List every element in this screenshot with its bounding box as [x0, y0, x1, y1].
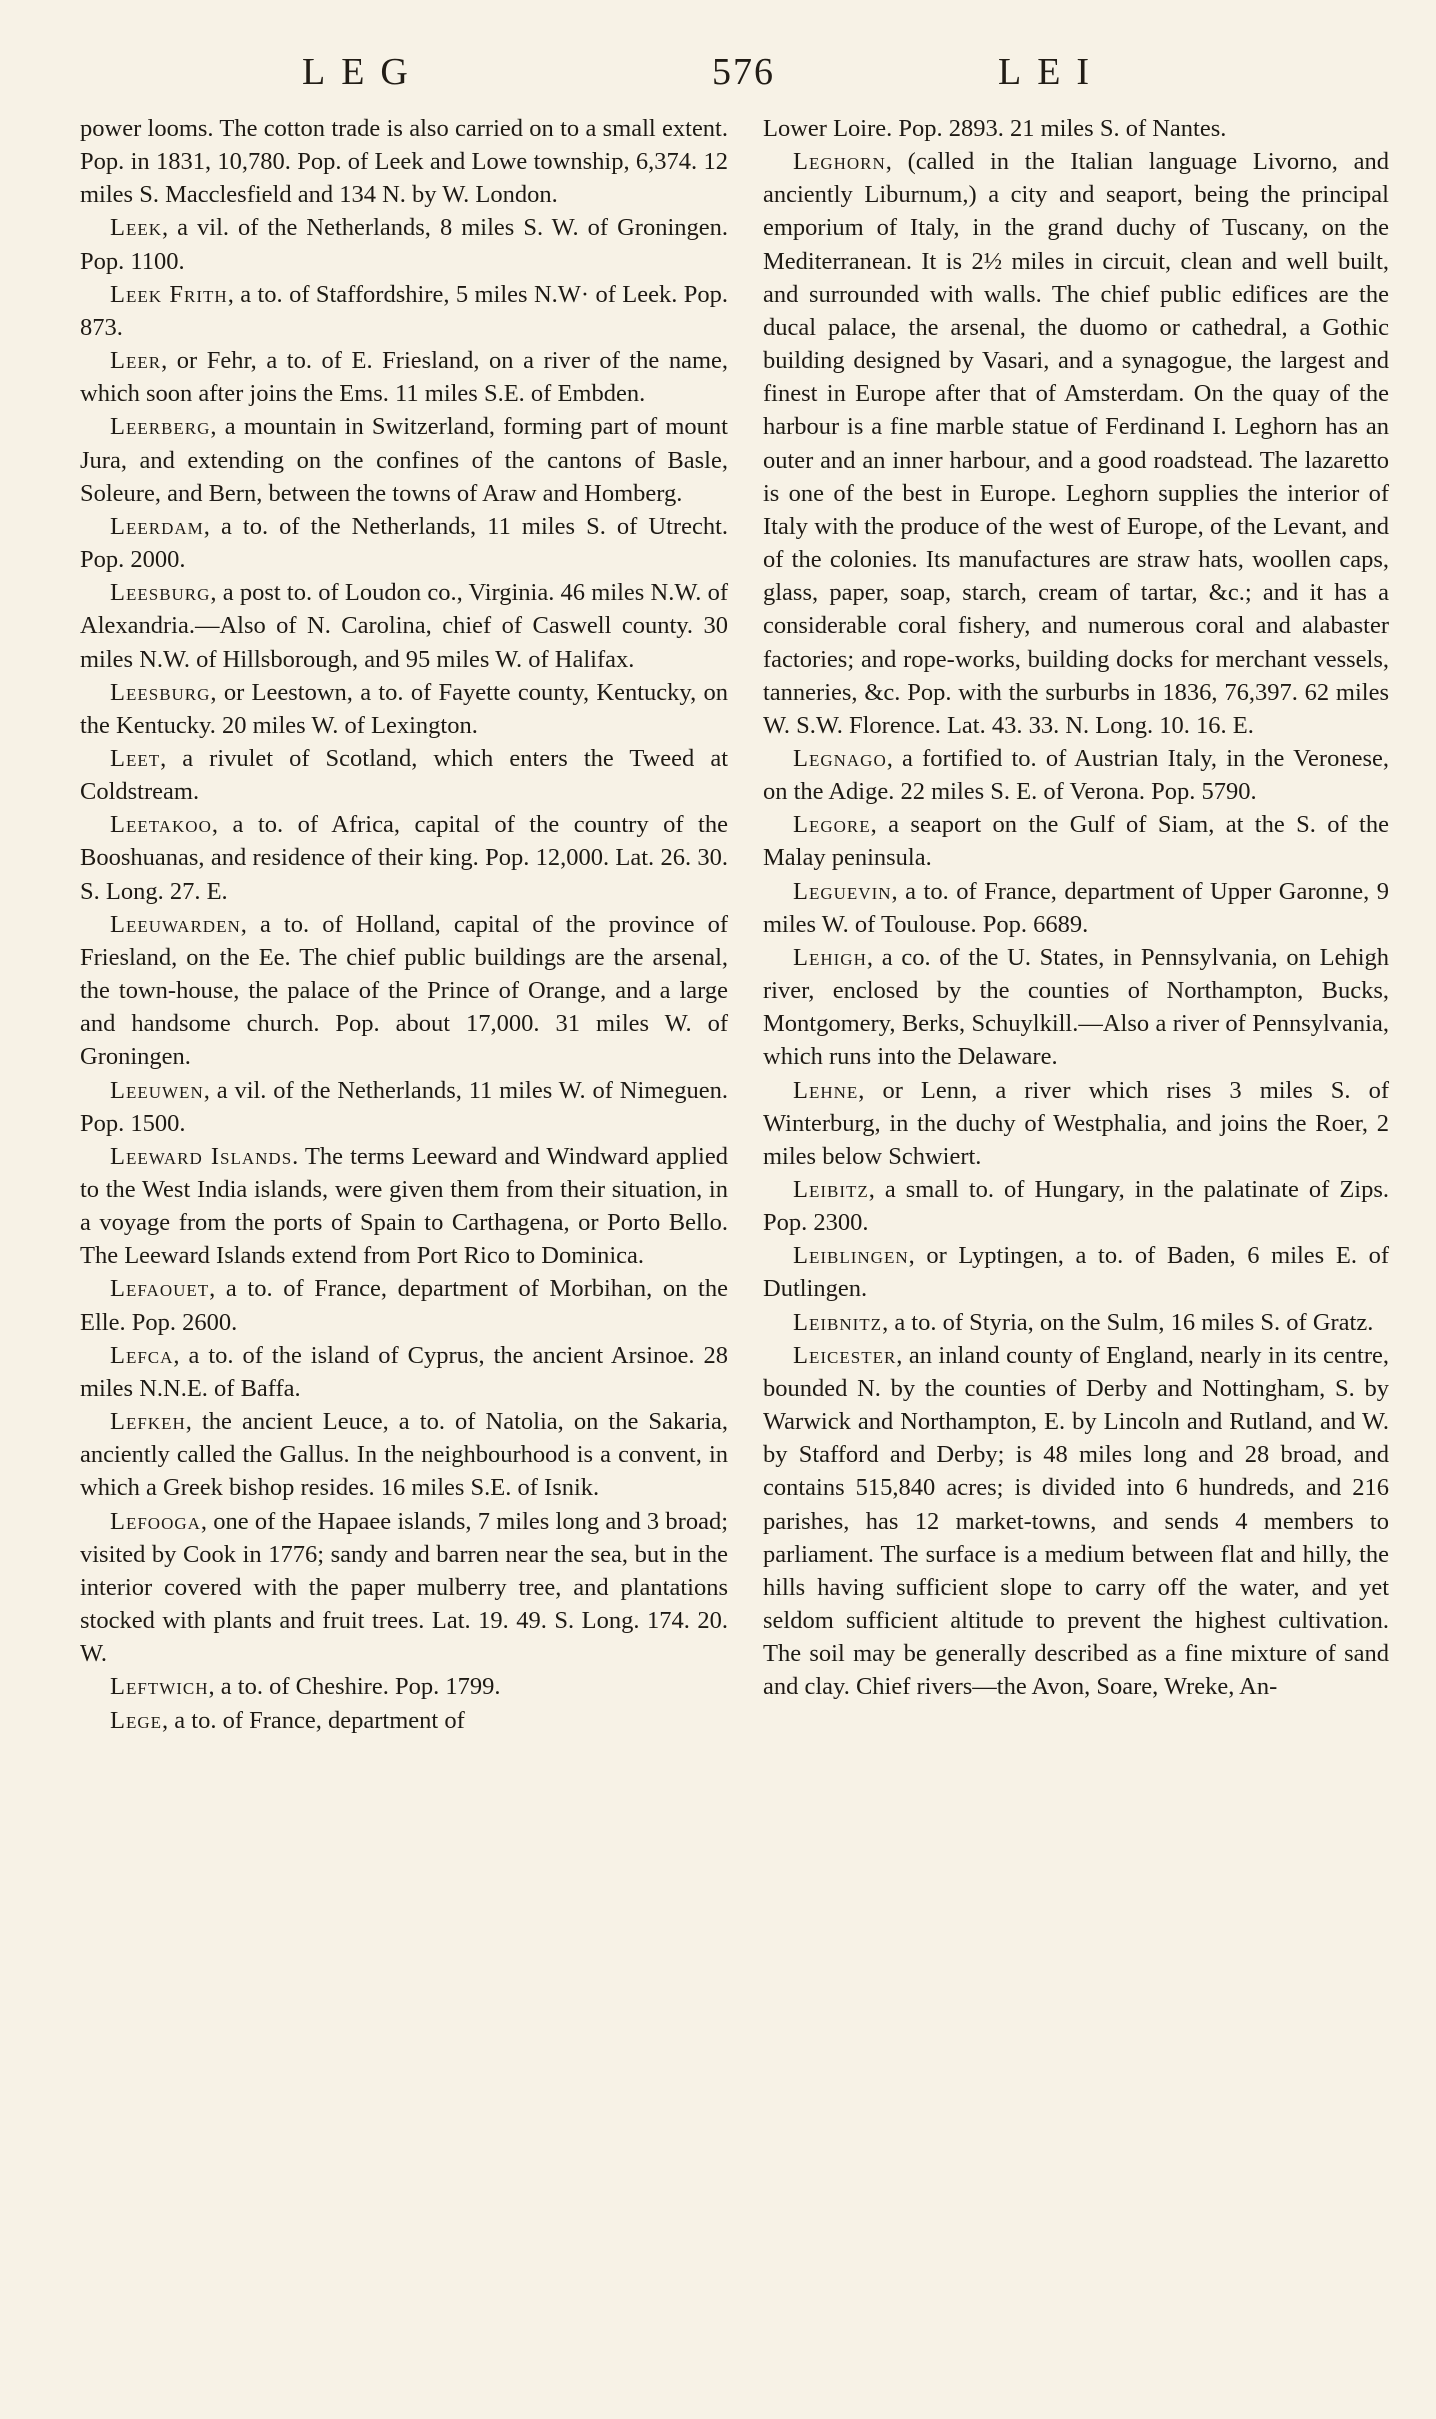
entry-headword: Leibitz	[793, 1176, 869, 1203]
entry-headword: Leet	[110, 744, 161, 772]
entry-text: , a co. of the U. States, in Pennsylvania, on Lehigh river, enclosed by the counties of Northampton, Bucks, Montgomery, Berks, Schuylkill.—Also a river of Pennsylvania, which runs into the Delaware.	[763, 943, 1389, 1071]
entry-headword: Leeward Islands	[110, 1142, 293, 1170]
entry-headword: Lefooga	[110, 1507, 201, 1535]
gazetteer-entry	[80, 742, 728, 808]
gazetteer-entry	[763, 941, 1389, 1074]
entry-text: power looms. The cotton trade is also carried on to a small extent. Pop. in 1831, 10,780. Pop. of Leek and Lowe township, 6,374. 12 miles S. Macclesfield and 134 N. by W. London.	[80, 115, 728, 209]
gazetteer-entry	[763, 875, 1389, 941]
entry-headword: Leguevin	[793, 877, 892, 905]
entry-headword: Lefkeh	[110, 1408, 186, 1436]
entry-continuation	[80, 112, 728, 211]
header-right-guideword: LEI	[998, 51, 1106, 93]
gazetteer-entry	[80, 1074, 728, 1140]
gazetteer-entry	[80, 1704, 728, 1737]
gazetteer-entry	[80, 1670, 728, 1703]
gazetteer-entry	[80, 1339, 728, 1405]
page-number: 576	[712, 51, 775, 93]
entry-text: , an inland county of England, nearly in its centre, bounded N. by the counties of Derby and Nottingham, S. by Warwick and Northampton, E. by Lincoln and Rutland, and W. by Stafford and Derby; is 48 miles long and 28 broad, and contains 515,840 acres; is divided into 6 hundreds, and 216 parishes, has 12 market-towns, and sends 4 members to parliament. The surface is a medium between flat and hilly, the hills having sufficient slope to carry off the water, and yet seldom sufficient altitude to prevent the highest cultivation. The soil may be generally described as a fine mixture of sand and clay. Chief rivers—the Avon, Soare, Wreke, An-	[763, 1341, 1389, 1701]
entry-text: , one of the Hapaee islands, 7 miles long and 3 broad; visited by Cook in 1776; sandy and barren near the sea, but in the interior covered with the paper mulberry tree, and plantations stocked with plants and fruit trees. Lat. 19. 49. S. Long. 174. 20. W.	[80, 1507, 728, 1668]
entry-headword: Lefaouet	[110, 1275, 210, 1303]
entry-text: , a to. of Africa, capital of the country of the Booshuanas, and residence of their king. Pop. 12,000. Lat. 26. 30. S. Long. 27. E.	[80, 811, 728, 905]
gazetteer-entry	[80, 1140, 728, 1273]
gazetteer-entry	[80, 1272, 728, 1338]
gazetteer-entry	[763, 1173, 1389, 1239]
entry-text: , a to. of the island of Cyprus, the ancient Arsinoe. 28 miles N.N.E. of Baffa.	[80, 1341, 728, 1402]
entry-text: , a rivulet of Scotland, which enters the Tweed at Coldstream.	[80, 744, 728, 806]
entry-headword: Leibnitz	[793, 1308, 883, 1336]
gazetteer-entry	[763, 1339, 1389, 1704]
entry-headword: Leer	[110, 347, 162, 375]
entry-headword: Leicester	[793, 1341, 897, 1369]
entry-headword: Legore	[793, 811, 871, 839]
gazetteer-entry	[80, 1405, 728, 1504]
right-column	[763, 112, 1389, 1704]
entry-text: , (called in the Italian language Livorno, and anciently Liburnum,) a city and seaport, being the principal emporium of Italy, in the grand duchy of Tuscany, on the Mediterranean. It is 2½ miles in circuit, clean and well built, and surrounded with walls. The chief public edifices are the ducal palace, the arsenal, the duomo or cathedral, a Gothic building designed by Vasari, and a synagogue, the largest and finest in Europe after that of Amsterdam. On the quay of the harbour is a fine marble statue of Ferdinand I. Leghorn has an outer and an inner harbour, and a good roadstead. The lazaretto is one of the best in Europe. Leghorn supplies the interior of Italy with the produce of the west of Europe, of the Levant, and of the colonies. Its manufactures are straw hats, woollen caps, glass, paper, soap, starch, cream of tartar, &c.; and it has a considerable coral fishery, and numerous coral and alabaster factories; and rope-works, building docks for merchant vessels, tanneries, &c. Pop. with the surburbs in 1836, 76,397. 62 miles W. S.W. Florence. Lat. 43. 33. N. Long. 10. 16. E.	[763, 148, 1389, 739]
gazetteer-entry	[80, 410, 728, 509]
entry-text: , or Leestown, a to. of Fayette county, Kentucky, on the Kentucky. 20 miles W. of Lexington.	[80, 678, 728, 739]
gazetteer-entry	[80, 211, 728, 277]
entry-headword: Leerdam	[110, 512, 204, 540]
entry-headword: Leerberg	[110, 413, 211, 441]
gazetteer-entry	[80, 344, 728, 410]
entry-text: , a seaport on the Gulf of Siam, at the S. of the Malay peninsula.	[763, 811, 1389, 872]
entry-text: , a fortified to. of Austrian Italy, in the Veronese, on the Adige. 22 miles S. E. of Verona. Pop. 5790.	[763, 744, 1389, 806]
entry-text: , or Fehr, a to. of E. Friesland, on a river of the name, which soon after joins the Ems. 11 miles S.E. of Embden.	[80, 347, 728, 408]
entry-text: Lower Loire. Pop. 2893. 21 miles S. of Nantes.	[763, 115, 1227, 142]
entry-text: , a to. of France, department of	[162, 1706, 465, 1734]
entry-text: , a to. of the Netherlands, 11 miles S. of Utrecht. Pop. 2000.	[80, 512, 728, 574]
entry-text: , a mountain in Switzerland, forming part of mount Jura, and extending on the confines of the cantons of Basle, Soleure, and Bern, between the towns of Araw and Homberg.	[80, 413, 728, 507]
entry-text: , or Lenn, a river which rises 3 miles S. of Winterburg, in the duchy of Westphalia, and joins the Roer, 2 miles below Schwiert.	[763, 1076, 1389, 1170]
gazetteer-entry	[763, 808, 1389, 874]
entry-text: , a post to. of Loudon co., Virginia. 46 miles N.W. of Alexandria.—Also of N. Carolina, chief of Caswell county. 30 miles N.W. of Hillsborough, and 95 miles W. of Halifax.	[80, 579, 728, 673]
gazetteer-entry	[80, 908, 728, 1074]
gazetteer-entry	[763, 145, 1389, 742]
header-left-guideword: LEG	[302, 51, 424, 93]
gazetteer-entry	[763, 1239, 1389, 1305]
entry-headword: Leetakoo	[110, 811, 212, 839]
left-column	[80, 112, 728, 1737]
entry-text: , a vil. of the Netherlands, 8 miles S. W. of Groningen. Pop. 1100.	[80, 214, 728, 275]
entry-headword: Leesburg	[110, 678, 211, 706]
entry-headword: Leftwich	[110, 1673, 209, 1701]
entry-headword: Lege	[110, 1706, 163, 1734]
entry-headword: Lehne	[793, 1076, 859, 1104]
entry-headword: Leeuwen	[110, 1076, 204, 1104]
entry-text: , a to. of Holland, capital of the province of Friesland, on the Ee. The chief public buildings are the arsenal, the town-house, the palace of the Prince of Orange, and a large and handsome church. Pop. about 17,000. 31 miles W. of Groningen.	[80, 910, 728, 1071]
entry-continuation	[763, 112, 1389, 145]
gazetteer-entry	[80, 576, 728, 675]
entry-text: , a vil. of the Netherlands, 11 miles W. of Nimeguen. Pop. 1500.	[80, 1076, 728, 1137]
entry-headword: Leeuwarden	[110, 910, 241, 938]
entry-text: . The terms Leeward and Windward applied to the West India islands, were given them from their situation, in a voyage from the ports of Spain to Carthagena, or Porto Bello. The Leeward Islands extend from Port Rico to Dominica.	[80, 1142, 728, 1270]
entry-text: , a to. of France, department of Upper Garonne, 9 miles W. of Toulouse. Pop. 6689.	[763, 877, 1389, 938]
entry-text: , the ancient Leuce, a to. of Natolia, on the Sakaria, anciently called the Gallus. In the neighbourhood is a convent, in which a Greek bishop resides. 16 miles S.E. of Isnik.	[80, 1408, 728, 1502]
entry-headword: Leiblingen	[793, 1242, 909, 1270]
entry-headword: Lehigh	[793, 943, 867, 971]
entry-headword: Leek Frith	[110, 280, 228, 308]
entry-headword: Legnago	[793, 744, 887, 772]
gazetteer-entry	[80, 676, 728, 742]
entry-text: , a small to. of Hungary, in the palatinate of Zips. Pop. 2300.	[763, 1176, 1389, 1237]
entry-text: , or Lyptingen, a to. of Baden, 6 miles E. of Dutlingen.	[763, 1242, 1389, 1303]
entry-text: , a to. of France, department of Morbihan, on the Elle. Pop. 2600.	[80, 1275, 728, 1336]
entry-text: , a to. of Styria, on the Sulm, 16 miles S. of Gratz.	[882, 1308, 1374, 1336]
entry-headword: Leghorn	[793, 148, 886, 176]
entry-headword: Lefca	[110, 1341, 174, 1369]
entry-headword: Leesburg	[110, 579, 211, 607]
entry-headword: Leek	[110, 214, 163, 242]
entry-text: , a to. of Cheshire. Pop. 1799.	[208, 1673, 501, 1701]
gazetteer-entry	[763, 1074, 1389, 1173]
gazetteer-entry	[80, 808, 728, 907]
running-header	[0, 42, 1436, 102]
entry-text: , a to. of Staffordshire, 5 miles N.W· of Leek. Pop. 873.	[80, 280, 728, 341]
gazetteer-entry	[763, 1306, 1389, 1339]
gazetteer-entry	[80, 510, 728, 576]
gazetteer-entry	[80, 1505, 728, 1671]
gazetteer-entry	[763, 742, 1389, 808]
gazetteer-entry	[80, 278, 728, 344]
